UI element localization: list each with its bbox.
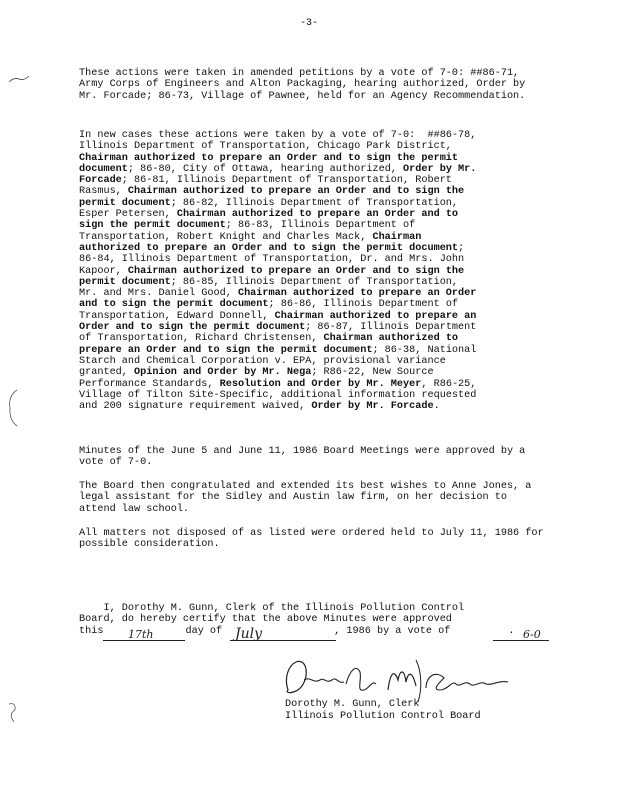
new-cases-line <box>79 299 549 310</box>
new-cases-line <box>79 254 549 265</box>
new-cases-line <box>79 209 549 220</box>
case-text: Illinois Department of Transportation, Chicago Park District, <box>79 141 452 153</box>
new-cases-line <box>79 153 549 164</box>
case-text: , R86-25, <box>421 378 477 390</box>
bold-action-text: Order by Mr. <box>403 163 477 175</box>
new-cases-line <box>79 198 549 209</box>
bold-action-text: Chairman authorized to prepare an <box>274 310 477 322</box>
case-text: Transportation, Edward Donnell, <box>79 310 275 322</box>
bold-action-text: Forcade <box>79 175 122 187</box>
handwritten-month: July <box>235 626 263 642</box>
case-text: Kapoor, <box>79 265 128 277</box>
bold-action-text: Chairman <box>372 231 422 243</box>
new-cases-line <box>79 141 549 152</box>
case-text: ; 86-80, City of Ottawa, hearing authorized, <box>127 163 404 175</box>
bold-action-text: Order by Mr. Forcade <box>311 401 434 413</box>
case-text: Transportation, Robert Knight and Charles Mack, <box>79 231 373 243</box>
new-cases-line <box>79 130 549 141</box>
case-text: Performance Standards, <box>79 378 220 390</box>
bold-action-text: Chairman authorized to prepare an Order <box>237 288 477 300</box>
new-cases-line <box>79 164 549 175</box>
new-cases-line <box>79 333 549 344</box>
certification-line-1: I, Dorothy M. Gunn, Clerk of the Illinois Pollution Control <box>79 603 465 614</box>
bold-action-text: Opinion and Order by Mr. Nega <box>134 367 312 379</box>
case-text: granted, <box>79 367 135 379</box>
case-text: ; 86-82, Illinois Department of Transportation, <box>170 197 459 209</box>
new-cases-line <box>79 220 549 231</box>
new-cases-line <box>79 266 549 277</box>
case-text: Village of Tilton Site-Specific, additional information requested <box>79 389 477 401</box>
new-cases-line <box>79 288 549 299</box>
bold-action-text: Chairman authorized to prepare an Order and to <box>176 209 459 221</box>
case-text: ; R86-22, New Source <box>311 367 434 379</box>
new-cases-line <box>79 322 549 333</box>
case-text: ; 86-83, Illinois Department of <box>225 220 416 232</box>
bold-action-text: and to sign the permit document <box>79 299 269 311</box>
bold-action-text: permit document <box>79 276 171 288</box>
signature-block <box>285 699 481 722</box>
period-text: . <box>508 625 515 637</box>
margin-mark-bottom <box>6 700 22 729</box>
page-number: -3- <box>300 18 319 29</box>
case-text: Starch and Chemical Corporation v. EPA, provisional variance <box>79 355 446 367</box>
case-text: ; <box>458 242 465 254</box>
minutes-approval-paragraph: Minutes of the June 5 and June 11, 1986 Board Meetings were approved by a vote of 7-0. <box>79 446 526 469</box>
new-cases-line <box>79 401 549 412</box>
signer-title: Illinois Pollution Control Board <box>285 710 481 722</box>
case-text: ; 86-81, Illinois Department of Transportation, Robert <box>121 175 452 187</box>
new-cases-line <box>79 311 549 322</box>
handwritten-signature <box>276 650 526 705</box>
bold-action-text: Chairman authorized to prepare an Order and to sign the <box>127 265 465 277</box>
new-cases-line <box>79 186 549 197</box>
new-cases-line <box>79 379 549 390</box>
margin-mark-middle <box>6 388 20 433</box>
congratulations-paragraph: The Board then congratulated and extended its best wishes to Anne Jones, a legal assistant for the Sidley and Austin law firm, on her decision to attend law school. <box>79 481 532 515</box>
case-text: In new cases these actions were taken by a vote of 7-0: ##86-78, <box>79 130 477 141</box>
held-matters-paragraph: All matters not disposed of as listed were ordered held to July 11, 1986 for possible consideration. <box>79 528 544 551</box>
signer-name: Dorothy M. Gunn, Clerk <box>285 699 420 710</box>
case-text: Mr. and Mrs. Daniel Good, <box>79 288 238 300</box>
new-cases-paragraph <box>79 130 549 412</box>
new-cases-line <box>79 367 549 378</box>
case-text: 86-84, Illinois Department of Transportation, Dr. and Mrs. John <box>79 254 465 266</box>
handwritten-vote: 6-0 <box>523 628 541 641</box>
case-text: ; 86-86, Illinois Department of <box>268 299 459 311</box>
case-text: Esper Petersen, <box>79 209 177 221</box>
bold-action-text: permit document <box>79 197 171 209</box>
bold-action-text: Chairman authorized to prepare an Order and to sign the permit <box>79 152 459 164</box>
bold-action-text: prepare an Order and to sign the permit document <box>79 344 373 356</box>
margin-mark-top <box>8 72 30 90</box>
new-cases-line <box>79 356 549 367</box>
case-text: ; 86-87, Illinois Department <box>305 322 477 334</box>
day-of-text: day of <box>185 625 223 637</box>
certification-line-2: Board, do hereby certify that the above Minutes were approved <box>79 614 452 626</box>
bold-action-text: sign the permit document <box>79 220 226 232</box>
case-text: Rasmus, <box>79 186 128 198</box>
bold-action-text: document <box>79 163 128 175</box>
case-text: . <box>433 401 440 413</box>
vote-text: , 1986 by a vote of <box>334 625 451 637</box>
bold-action-text: Chairman authorized to prepare an Order and to sign the <box>127 186 465 198</box>
new-cases-line <box>79 345 549 356</box>
new-cases-line <box>79 277 549 288</box>
new-cases-line <box>79 390 549 401</box>
bold-action-text: Order and to sign the permit document <box>79 322 306 334</box>
case-text: ; 86-85, Illinois Department of Transportation, <box>170 276 459 288</box>
case-text: ; 86-38, National <box>372 344 477 356</box>
bold-action-text: Chairman authorized to <box>323 333 459 345</box>
case-text: and 200 signature requirement waived, <box>79 401 312 413</box>
new-cases-line <box>79 175 549 186</box>
new-cases-line <box>79 243 549 254</box>
handwritten-day: 17th <box>128 628 154 641</box>
new-cases-line <box>79 232 549 243</box>
this-word: this <box>79 625 104 637</box>
case-text: of Transportation, Richard Christensen, <box>79 333 324 345</box>
bold-action-text: authorized to prepare an Order and to sign the permit document <box>79 242 459 254</box>
amended-petitions-paragraph: These actions were taken in amended petitions by a vote of 7-0: ##86-71, Army Corps of Engineers and Alton Packaging, hearing authorized, Order by Mr. Forcade; 86-73, Village of Pawnee, held for an Agency Recommendation. <box>79 68 526 102</box>
bold-action-text: Resolution and Order by Mr. Meyer <box>219 378 422 390</box>
